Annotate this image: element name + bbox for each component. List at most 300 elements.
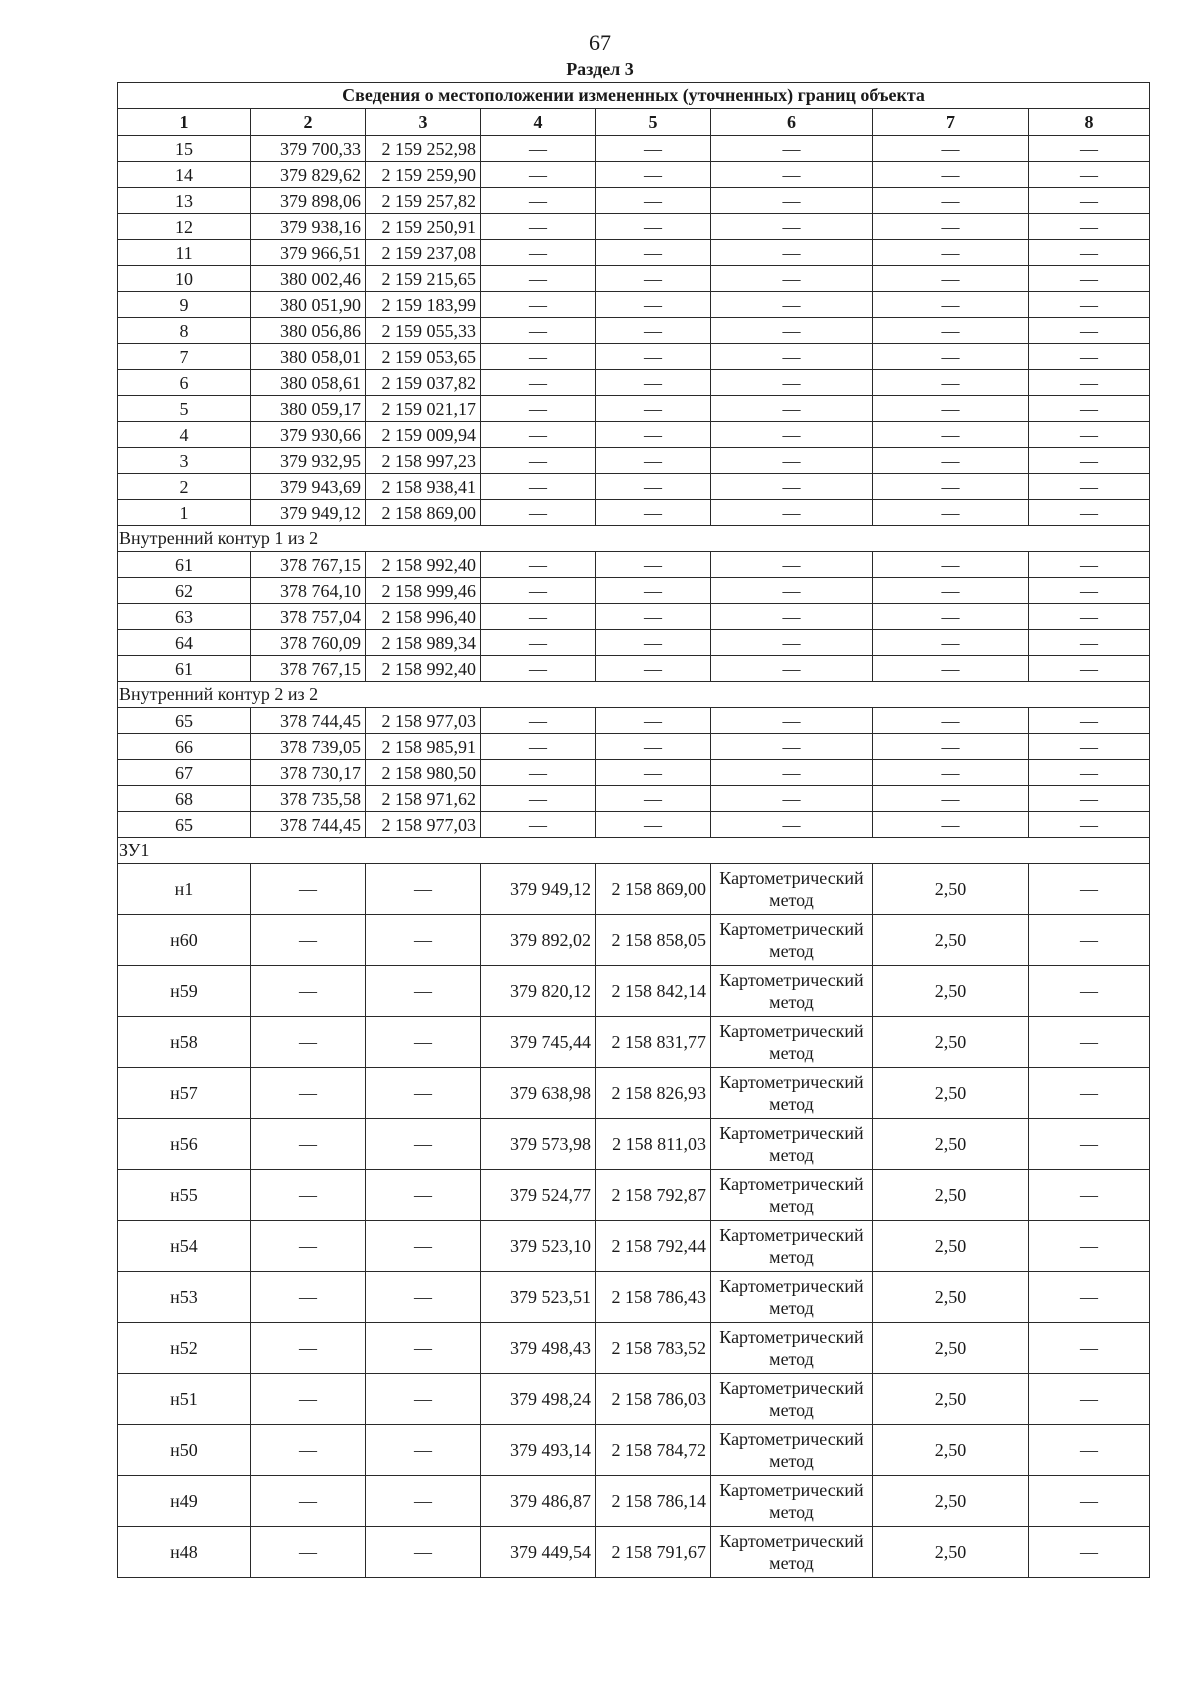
empty-dash: — [1029,760,1150,786]
coord-y: 2 159 257,82 [366,188,481,214]
coord-y: 2 158 997,23 [366,448,481,474]
empty-dash: — [481,344,596,370]
coord-x: 378 744,45 [251,708,366,734]
column-number-6: 6 [711,109,873,136]
new-coord-y: 2 158 869,00 [596,864,711,915]
coord-x: 379 966,51 [251,240,366,266]
determination-method: Картометрический метод [711,1170,873,1221]
empty-dash: — [711,474,873,500]
empty-dash: — [481,136,596,162]
empty-dash: — [596,292,711,318]
empty-dash: — [711,344,873,370]
empty-dash: — [1029,318,1150,344]
determination-method: Картометрический метод [711,1527,873,1578]
determination-method: Картометрический метод [711,1068,873,1119]
empty-dash: — [251,1323,366,1374]
empty-dash: — [481,812,596,838]
table-row [118,1374,1150,1425]
empty-dash: — [366,1017,481,1068]
empty-dash: — [366,1323,481,1374]
coord-y: 2 158 977,03 [366,812,481,838]
empty-dash: — [481,552,596,578]
empty-dash: — [873,136,1029,162]
table-row [118,734,1150,760]
empty-dash: — [366,1425,481,1476]
empty-dash: — [1029,1017,1150,1068]
empty-dash: — [1029,630,1150,656]
coord-x: 379 943,69 [251,474,366,500]
empty-dash: — [481,448,596,474]
empty-dash: — [711,318,873,344]
empty-dash: — [596,656,711,682]
table-row [118,1068,1150,1119]
new-coord-x: 379 820,12 [481,966,596,1017]
point-number: н54 [118,1221,251,1272]
coord-x: 379 938,16 [251,214,366,240]
accuracy-value: 2,50 [873,1323,1029,1374]
coord-x: 378 757,04 [251,604,366,630]
empty-dash: — [1029,214,1150,240]
empty-dash: — [711,812,873,838]
table-caption: Сведения о местоположении измененных (уточненных) границ объекта [118,83,1150,109]
empty-dash: — [1029,708,1150,734]
table-row [118,552,1150,578]
empty-dash: — [481,786,596,812]
empty-dash: — [873,786,1029,812]
coord-x: 379 932,95 [251,448,366,474]
empty-dash: — [873,474,1029,500]
point-number: 65 [118,708,251,734]
empty-dash: — [711,656,873,682]
empty-dash: — [711,786,873,812]
empty-dash: — [251,915,366,966]
empty-dash: — [873,812,1029,838]
coord-x: 379 700,33 [251,136,366,162]
coord-y: 2 159 021,17 [366,396,481,422]
point-number: н53 [118,1272,251,1323]
coord-x: 378 767,15 [251,656,366,682]
point-number: 61 [118,656,251,682]
empty-dash: — [596,396,711,422]
empty-dash: — [1029,966,1150,1017]
empty-dash: — [596,136,711,162]
table-row [118,1272,1150,1323]
empty-dash: — [1029,915,1150,966]
accuracy-value: 2,50 [873,1119,1029,1170]
empty-dash: — [873,708,1029,734]
new-coord-x: 379 486,87 [481,1476,596,1527]
empty-dash: — [873,162,1029,188]
coord-x: 380 051,90 [251,292,366,318]
empty-dash: — [251,1017,366,1068]
new-coord-x: 379 449,54 [481,1527,596,1578]
point-number: 9 [118,292,251,318]
empty-dash: — [873,188,1029,214]
point-number: 66 [118,734,251,760]
accuracy-value: 2,50 [873,1425,1029,1476]
empty-dash: — [481,188,596,214]
table-row [118,1017,1150,1068]
table-body [118,83,1150,1578]
inner-contour-1-title-row [118,526,1150,552]
point-number: н48 [118,1527,251,1578]
empty-dash: — [1029,500,1150,526]
empty-dash: — [1029,656,1150,682]
empty-dash: — [481,734,596,760]
empty-dash: — [251,1119,366,1170]
empty-dash: — [873,266,1029,292]
empty-dash: — [711,162,873,188]
empty-dash: — [481,318,596,344]
empty-dash: — [873,240,1029,266]
coord-y: 2 158 977,03 [366,708,481,734]
empty-dash: — [366,966,481,1017]
empty-dash: — [251,1476,366,1527]
table-row [118,292,1150,318]
empty-dash: — [1029,552,1150,578]
point-number: н57 [118,1068,251,1119]
page-number: 67 [589,30,611,55]
empty-dash: — [873,344,1029,370]
table-row [118,136,1150,162]
empty-dash: — [1029,136,1150,162]
coord-y: 2 159 259,90 [366,162,481,188]
empty-dash: — [596,344,711,370]
empty-dash: — [596,630,711,656]
empty-dash: — [366,864,481,915]
table-row [118,915,1150,966]
point-number: 14 [118,162,251,188]
table-row [118,812,1150,838]
coord-y: 2 159 009,94 [366,422,481,448]
empty-dash: — [1029,422,1150,448]
empty-dash: — [366,1272,481,1323]
empty-dash: — [596,708,711,734]
coord-y: 2 158 989,34 [366,630,481,656]
empty-dash: — [711,552,873,578]
coord-y: 2 158 971,62 [366,786,481,812]
table-row [118,474,1150,500]
empty-dash: — [481,578,596,604]
point-number: н59 [118,966,251,1017]
inner-contour-1-title: Внутренний контур 1 из 2 [118,526,1150,552]
column-number-3: 3 [366,109,481,136]
empty-dash: — [873,396,1029,422]
table-row [118,1425,1150,1476]
empty-dash: — [1029,292,1150,318]
table-row [118,500,1150,526]
coord-y: 2 158 869,00 [366,500,481,526]
parcel-zu1-title-row [118,838,1150,864]
empty-dash: — [711,708,873,734]
point-number: н56 [118,1119,251,1170]
accuracy-value: 2,50 [873,1017,1029,1068]
coord-y: 2 158 992,40 [366,552,481,578]
point-number: н1 [118,864,251,915]
determination-method: Картометрический метод [711,1221,873,1272]
empty-dash: — [873,214,1029,240]
empty-dash: — [711,448,873,474]
coord-x: 380 002,46 [251,266,366,292]
empty-dash: — [481,162,596,188]
coord-x: 378 760,09 [251,630,366,656]
empty-dash: — [251,1425,366,1476]
point-number: 2 [118,474,251,500]
coord-x: 379 898,06 [251,188,366,214]
empty-dash: — [711,578,873,604]
empty-dash: — [596,162,711,188]
empty-dash: — [251,1170,366,1221]
point-number: н49 [118,1476,251,1527]
empty-dash: — [873,448,1029,474]
new-coord-y: 2 158 786,03 [596,1374,711,1425]
point-number: 65 [118,812,251,838]
empty-dash: — [711,266,873,292]
point-number: 1 [118,500,251,526]
new-coord-y: 2 158 783,52 [596,1323,711,1374]
new-coord-y: 2 158 792,44 [596,1221,711,1272]
new-coord-y: 2 158 786,14 [596,1476,711,1527]
parcel-zu1-title: ЗУ1 [118,838,1150,864]
table-row [118,318,1150,344]
empty-dash: — [481,292,596,318]
new-coord-x: 379 498,43 [481,1323,596,1374]
column-number-8: 8 [1029,109,1150,136]
coord-x: 379 829,62 [251,162,366,188]
table-row [118,162,1150,188]
column-number-row [118,109,1150,136]
coord-y: 2 158 938,41 [366,474,481,500]
table-row [118,578,1150,604]
point-number: 5 [118,396,251,422]
coord-x: 380 059,17 [251,396,366,422]
new-coord-x: 379 745,44 [481,1017,596,1068]
empty-dash: — [1029,162,1150,188]
empty-dash: — [251,1374,366,1425]
empty-dash: — [1029,1170,1150,1221]
table-row [118,786,1150,812]
accuracy-value: 2,50 [873,1272,1029,1323]
accuracy-value: 2,50 [873,1374,1029,1425]
empty-dash: — [1029,266,1150,292]
new-coord-y: 2 158 791,67 [596,1527,711,1578]
empty-dash: — [1029,370,1150,396]
inner-contour-2-title: Внутренний контур 2 из 2 [118,682,1150,708]
empty-dash: — [711,240,873,266]
empty-dash: — [711,760,873,786]
coord-x: 378 744,45 [251,812,366,838]
empty-dash: — [481,396,596,422]
table-row [118,760,1150,786]
empty-dash: — [596,370,711,396]
empty-dash: — [1029,734,1150,760]
determination-method: Картометрический метод [711,915,873,966]
coord-x: 380 056,86 [251,318,366,344]
empty-dash: — [873,552,1029,578]
table-row [118,630,1150,656]
empty-dash: — [1029,604,1150,630]
empty-dash: — [1029,1527,1150,1578]
empty-dash: — [366,1119,481,1170]
empty-dash: — [481,656,596,682]
empty-dash: — [596,604,711,630]
empty-dash: — [711,734,873,760]
empty-dash: — [251,1527,366,1578]
point-number: 4 [118,422,251,448]
accuracy-value: 2,50 [873,966,1029,1017]
boundary-coordinates-table [117,82,1150,1578]
empty-dash: — [873,734,1029,760]
empty-dash: — [251,1221,366,1272]
table-caption-row [118,83,1150,109]
empty-dash: — [481,604,596,630]
coord-x: 378 739,05 [251,734,366,760]
accuracy-value: 2,50 [873,1068,1029,1119]
empty-dash: — [1029,812,1150,838]
coord-y: 2 159 037,82 [366,370,481,396]
empty-dash: — [481,474,596,500]
coord-x: 378 767,15 [251,552,366,578]
empty-dash: — [481,240,596,266]
new-coord-x: 379 498,24 [481,1374,596,1425]
empty-dash: — [596,760,711,786]
accuracy-value: 2,50 [873,1170,1029,1221]
determination-method: Картометрический метод [711,1374,873,1425]
coord-y: 2 158 999,46 [366,578,481,604]
empty-dash: — [873,656,1029,682]
empty-dash: — [596,214,711,240]
column-number-1: 1 [118,109,251,136]
empty-dash: — [596,188,711,214]
empty-dash: — [1029,1272,1150,1323]
empty-dash: — [481,370,596,396]
empty-dash: — [481,214,596,240]
new-coord-y: 2 158 831,77 [596,1017,711,1068]
empty-dash: — [1029,786,1150,812]
coord-y: 2 158 985,91 [366,734,481,760]
empty-dash: — [711,214,873,240]
empty-dash: — [711,370,873,396]
empty-dash: — [711,136,873,162]
point-number: н51 [118,1374,251,1425]
determination-method: Картометрический метод [711,1476,873,1527]
point-number: 6 [118,370,251,396]
determination-method: Картометрический метод [711,966,873,1017]
empty-dash: — [1029,1221,1150,1272]
empty-dash: — [596,474,711,500]
point-number: н60 [118,915,251,966]
point-number: 62 [118,578,251,604]
empty-dash: — [366,1170,481,1221]
section-title: Раздел 3 [566,59,634,79]
empty-dash: — [1029,864,1150,915]
new-coord-y: 2 158 792,87 [596,1170,711,1221]
empty-dash: — [481,760,596,786]
empty-dash: — [711,422,873,448]
empty-dash: — [1029,1374,1150,1425]
point-number: н55 [118,1170,251,1221]
empty-dash: — [873,422,1029,448]
point-number: 15 [118,136,251,162]
empty-dash: — [366,1221,481,1272]
empty-dash: — [366,1527,481,1578]
accuracy-value: 2,50 [873,864,1029,915]
table-row [118,214,1150,240]
empty-dash: — [596,786,711,812]
empty-dash: — [596,812,711,838]
table-row [118,708,1150,734]
determination-method: Картометрический метод [711,864,873,915]
coord-y: 2 158 980,50 [366,760,481,786]
column-number-5: 5 [596,109,711,136]
table-row [118,604,1150,630]
table-row [118,422,1150,448]
empty-dash: — [1029,578,1150,604]
coord-y: 2 159 183,99 [366,292,481,318]
new-coord-x: 379 892,02 [481,915,596,966]
coord-y: 2 159 250,91 [366,214,481,240]
empty-dash: — [711,396,873,422]
empty-dash: — [596,266,711,292]
coord-y: 2 159 237,08 [366,240,481,266]
empty-dash: — [481,266,596,292]
new-coord-x: 379 493,14 [481,1425,596,1476]
coord-y: 2 159 252,98 [366,136,481,162]
determination-method: Картометрический метод [711,1119,873,1170]
empty-dash: — [711,500,873,526]
point-number: н50 [118,1425,251,1476]
empty-dash: — [711,604,873,630]
empty-dash: — [366,1476,481,1527]
empty-dash: — [481,630,596,656]
table-row [118,396,1150,422]
table-row [118,1527,1150,1578]
table-row [118,864,1150,915]
empty-dash: — [1029,1476,1150,1527]
empty-dash: — [873,370,1029,396]
table-row [118,1170,1150,1221]
point-number: 3 [118,448,251,474]
coord-y: 2 159 055,33 [366,318,481,344]
empty-dash: — [366,915,481,966]
empty-dash: — [873,500,1029,526]
empty-dash: — [873,578,1029,604]
point-number: 61 [118,552,251,578]
empty-dash: — [1029,1119,1150,1170]
empty-dash: — [1029,240,1150,266]
empty-dash: — [1029,1323,1150,1374]
table-row [118,344,1150,370]
point-number: 11 [118,240,251,266]
coord-x: 379 930,66 [251,422,366,448]
coord-x: 378 764,10 [251,578,366,604]
point-number: 64 [118,630,251,656]
empty-dash: — [711,630,873,656]
table-row [118,266,1150,292]
table-row [118,966,1150,1017]
empty-dash: — [596,500,711,526]
empty-dash: — [1029,396,1150,422]
empty-dash: — [873,630,1029,656]
new-coord-x: 379 523,51 [481,1272,596,1323]
column-number-7: 7 [873,109,1029,136]
empty-dash: — [596,240,711,266]
point-number: н52 [118,1323,251,1374]
empty-dash: — [873,292,1029,318]
determination-method: Картометрический метод [711,1272,873,1323]
empty-dash: — [251,864,366,915]
new-coord-x: 379 524,77 [481,1170,596,1221]
